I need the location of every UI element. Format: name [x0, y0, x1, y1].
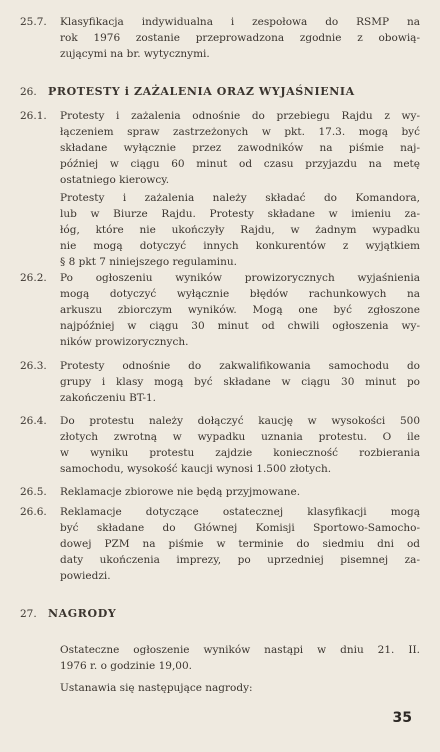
- section-26-heading: [20, 84, 420, 100]
- text-line: rok 1976 zostanie przeprowadzona zgodnie z obowią-: [60, 32, 420, 44]
- section-number: 25.7.: [20, 16, 47, 28]
- text-line: ostatniego kierowcy.: [60, 174, 170, 186]
- text-line: Reklamacje dotyczące ostatecznej klasyfikacji mogą: [60, 506, 420, 518]
- text-line: 1976 r. o godzinie 19,00.: [60, 660, 192, 672]
- page-number: 35: [392, 710, 412, 726]
- section-heading: NAGRODY: [48, 607, 117, 620]
- text-line: być składane do Głównej Komisji Sportowo-Samocho-: [60, 522, 420, 534]
- text-line: dowej PZM na piśmie w terminie do siedmiu dni od: [60, 538, 420, 550]
- text-line: Protesty odnośnie do zakwalifikowania samochodu do: [60, 360, 420, 372]
- text-line: Ustanawia się następujące nagrody:: [60, 682, 253, 694]
- text-line: ników prowizorycznych.: [60, 336, 189, 348]
- section-26-4: [20, 413, 420, 479]
- text-line: Do protestu należy dołączyć kaucję w wysokości 500: [60, 415, 420, 427]
- text-line: łączeniem spraw zastrzeżonych w pkt. 17.3. mogą być: [60, 126, 420, 138]
- section-25-7: [20, 14, 420, 62]
- text-line: później w ciągu 60 minut od czasu przyjazdu na metę: [60, 158, 420, 170]
- text-line: Klasyfikacja indywidualna i zespołowa do RSMP na: [60, 16, 420, 28]
- section-number: 26.: [20, 86, 37, 98]
- text-line: w wyniku protestu zajdzie konieczność rozbierania: [60, 447, 420, 459]
- text-line: Protesty i zażalenia należy składać do Komandora,: [60, 192, 420, 204]
- text-line: § 8 pkt 7 niniejszego regulaminu.: [60, 256, 238, 268]
- text-line: nie mogą dotyczyć innych konkurentów z wyjątkiem: [60, 240, 420, 252]
- text-line: zującymi na br. wytycznymi.: [60, 48, 210, 60]
- text-line: najpóźniej w ciągu 30 minut od chwili ogłoszenia wy-: [60, 320, 420, 332]
- section-27-paragraph: [20, 680, 420, 696]
- section-heading: PROTESTY i ZAŻALENIA ORAZ WYJAŚNIENIA: [48, 85, 355, 98]
- text-line: lub w Biurze Rajdu. Protesty składane w imieniu za-: [60, 208, 420, 220]
- section-number: 26.1.: [20, 110, 47, 122]
- text-line: mogą dotyczyć wyłącznie błędów rachunkowych na: [60, 288, 420, 300]
- section-number: 26.5.: [20, 486, 47, 498]
- text-line: zakończeniu BT-1.: [60, 392, 157, 404]
- section-26-2: [20, 270, 420, 352]
- section-number: 27.: [20, 608, 37, 620]
- text-line: składane wyłącznie przez zawodników na piśmie naj-: [60, 142, 420, 154]
- section-number: 26.2.: [20, 272, 47, 284]
- section-26-6: [20, 504, 420, 586]
- section-number: 26.3.: [20, 360, 47, 372]
- text-line: Ostateczne ogłoszenie wyników nastąpi w dniu 21. II.: [60, 644, 420, 656]
- text-line: daty ukończenia imprezy, po uprzedniej pisemnej za-: [60, 554, 420, 566]
- section-27-paragraph: [20, 642, 420, 674]
- section-26-3: [20, 358, 420, 408]
- text-line: łóg, które nie ukończyły Rajdu, w żadnym wypadku: [60, 224, 420, 236]
- text-line: Protesty i zażalenia odnośnie do przebiegu Rajdu z wy-: [60, 110, 420, 122]
- text-line: Reklamacje zbiorowe nie będą przyjmowane.: [60, 486, 301, 498]
- text-line: grupy i klasy mogą być składane w ciągu 30 minut po: [60, 376, 420, 388]
- text-line: Po ogłoszeniu wyników prowizorycznych wyjaśnienia: [60, 272, 420, 284]
- section-27-heading: [20, 606, 420, 622]
- text-line: arkuszu zbiorczym wyników. Mogą one być zgłoszone: [60, 304, 420, 316]
- section-number: 26.4.: [20, 415, 47, 427]
- text-line: samochodu, wysokość kaucji wynosi 1.500 złotych.: [60, 463, 332, 475]
- text-line: powiedzi.: [60, 570, 111, 582]
- text-line: złotych zwrotną w wypadku uznania protestu. O ile: [60, 431, 420, 443]
- section-26-1: [20, 108, 420, 270]
- section-number: 26.6.: [20, 506, 47, 518]
- section-26-5: [20, 484, 420, 500]
